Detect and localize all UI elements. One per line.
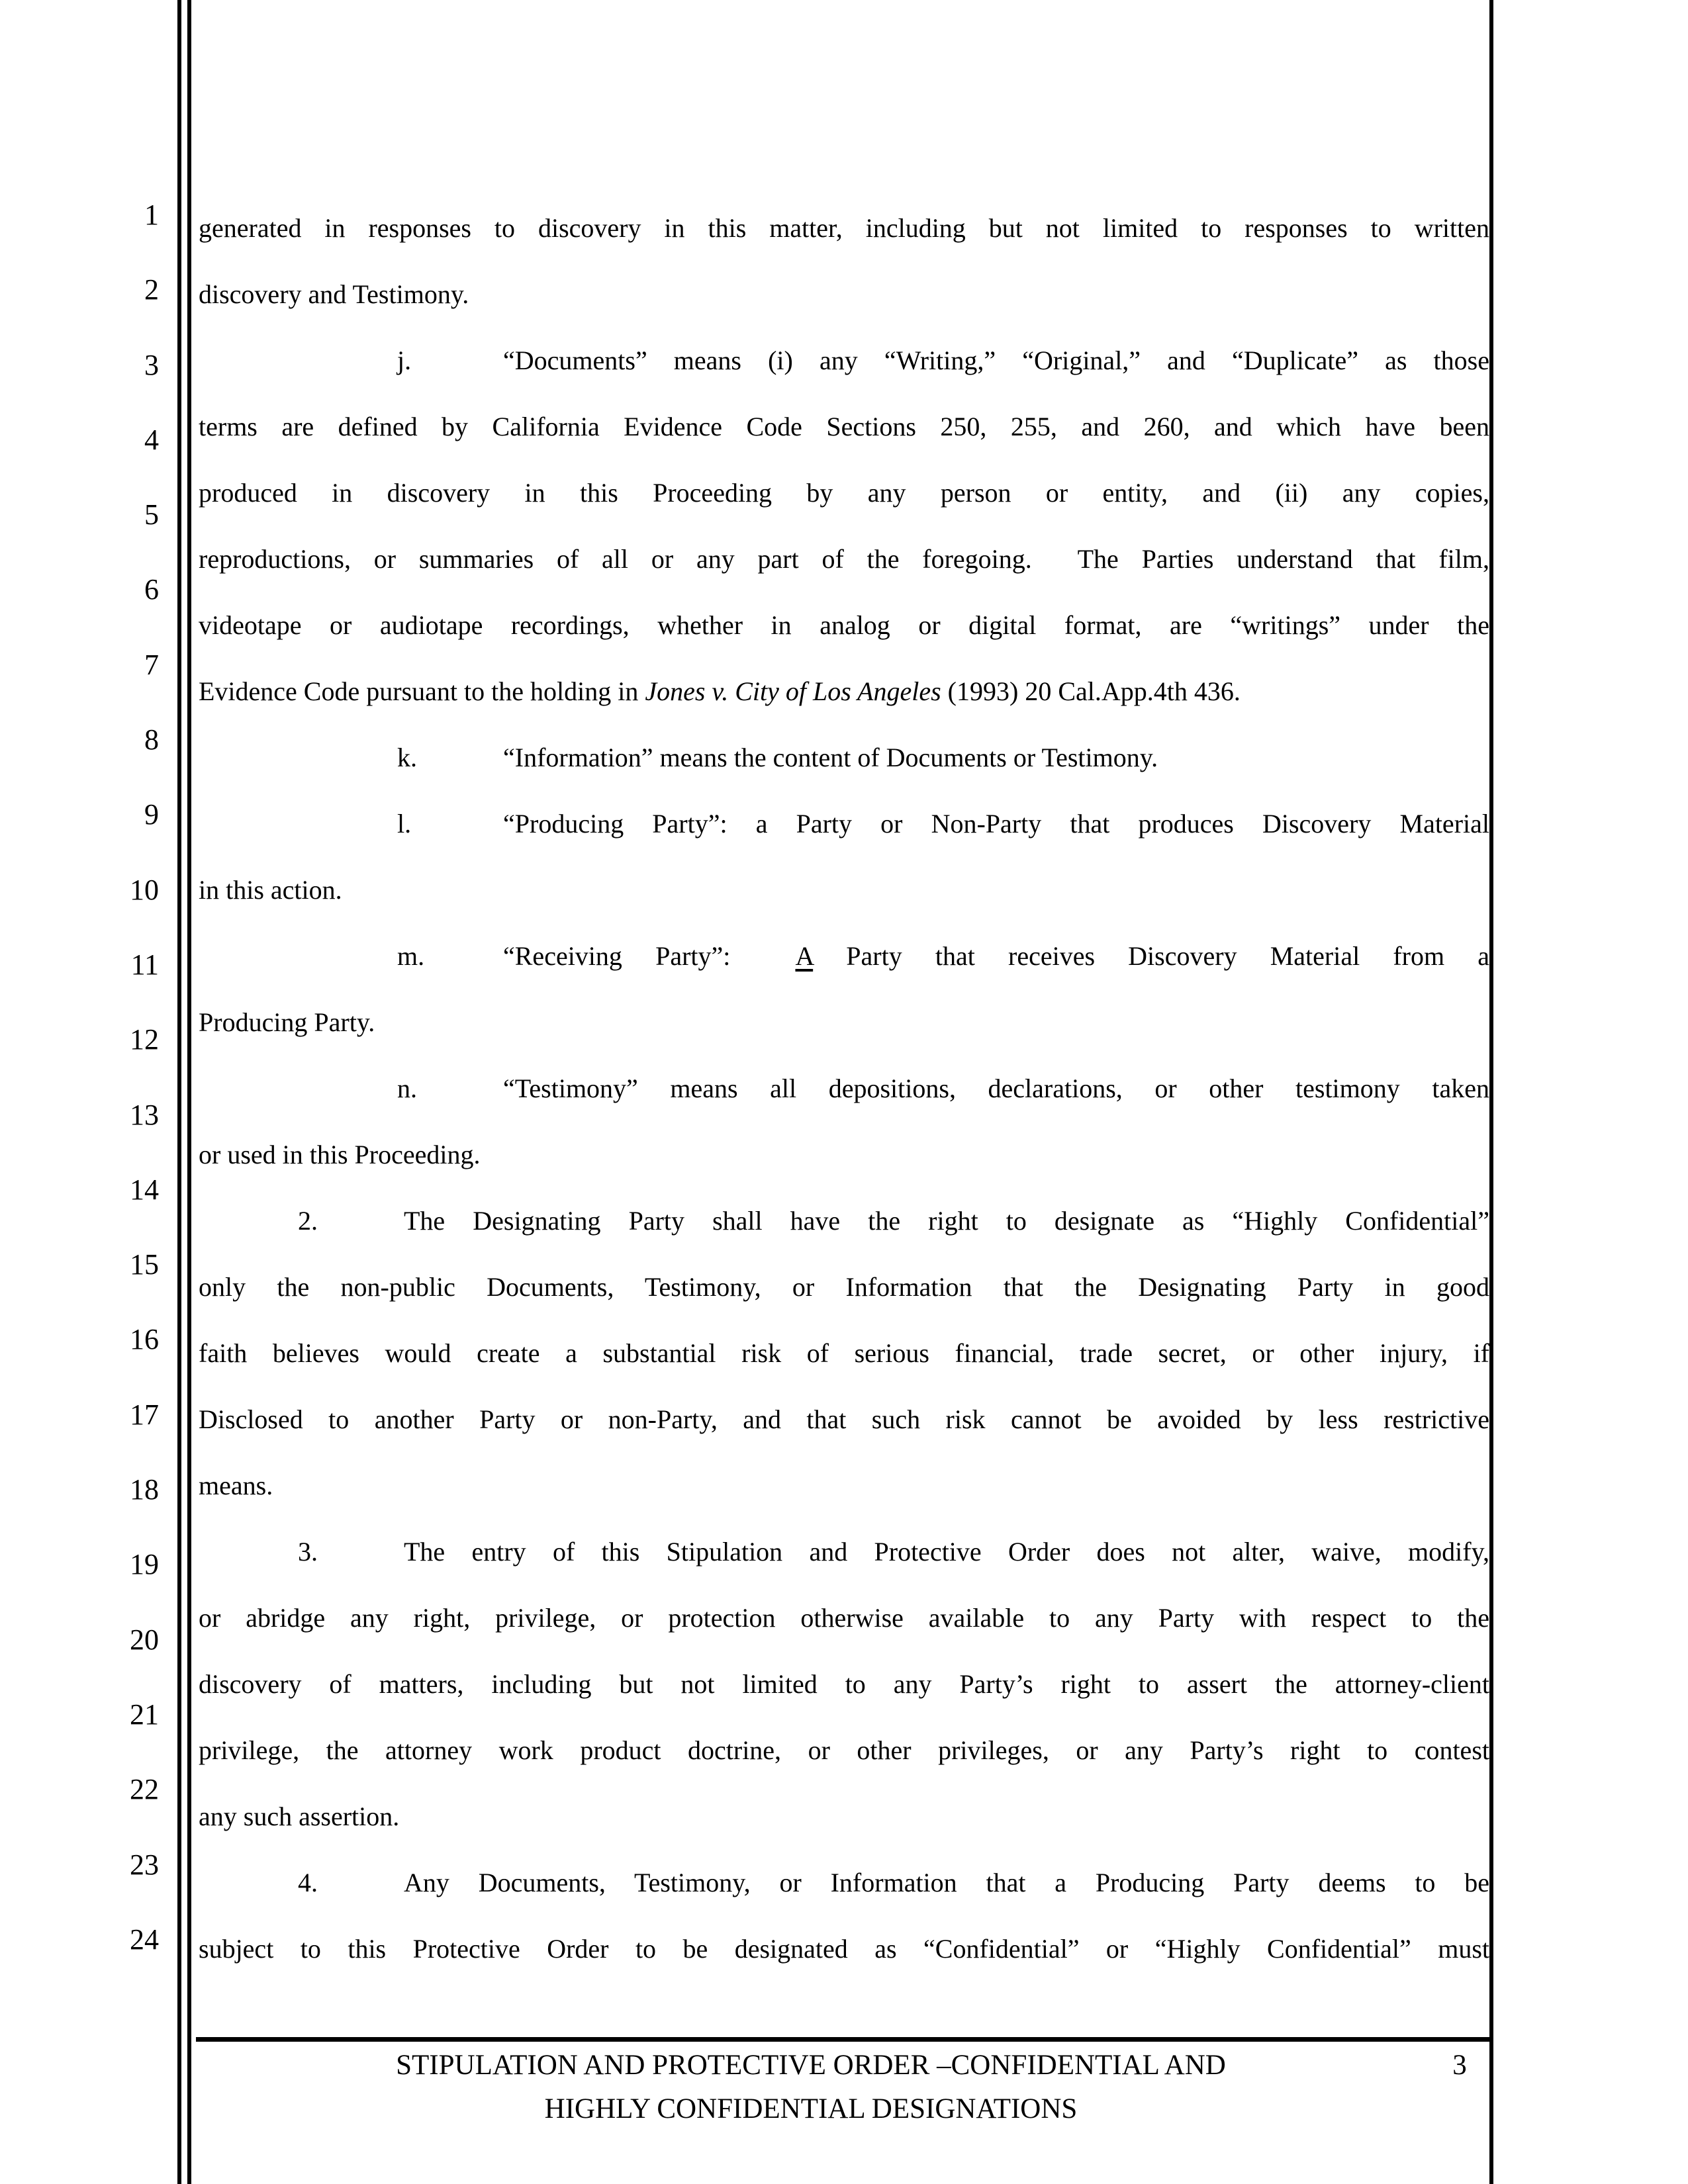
text-line bbox=[199, 1916, 1489, 1982]
footer-title-line2: HIGHLY CONFIDENTIAL DESIGNATIONS bbox=[544, 2093, 1078, 2124]
line-number: 22 bbox=[130, 1773, 159, 1806]
document-body bbox=[199, 195, 1489, 1982]
line-number-column bbox=[0, 177, 159, 1977]
line-number: 9 bbox=[144, 798, 159, 831]
item-label: n. bbox=[397, 1073, 417, 1103]
text-segment: “Information” means the content of Documents or Testimony. bbox=[503, 743, 1158, 772]
text-segment: discovery and Testimony. bbox=[199, 279, 469, 309]
right-margin-rule bbox=[1489, 0, 1493, 2184]
left-double-rule-inner bbox=[187, 0, 191, 2184]
text-segment: or used in this Proceeding. bbox=[199, 1140, 481, 1169]
underlined-text: A bbox=[795, 941, 814, 971]
text-line bbox=[199, 394, 1489, 460]
text-line bbox=[199, 526, 1489, 592]
item-label: m. bbox=[397, 941, 425, 971]
text-line bbox=[199, 1717, 1489, 1784]
text-line bbox=[199, 460, 1489, 526]
text-segment: (1993) 20 Cal.App.4th 436. bbox=[941, 676, 1241, 706]
text-segment: only the non-public Documents, Testimony, or Information that the Designating Party in good bbox=[199, 1272, 1489, 1302]
text-line bbox=[199, 1188, 1489, 1254]
text-line bbox=[199, 1056, 1489, 1122]
case-citation-italic: Jones v. City of Los Angeles bbox=[645, 676, 941, 706]
text-segment: “Producing Party”: a Party or Non-Party that produces Discovery Material bbox=[503, 809, 1489, 839]
text-line bbox=[199, 1651, 1489, 1717]
text-line bbox=[199, 328, 1489, 394]
text-segment: “Receiving Party”: bbox=[503, 941, 796, 971]
text-line bbox=[199, 1320, 1489, 1387]
line-number: 23 bbox=[130, 1848, 159, 1881]
text-line bbox=[199, 1585, 1489, 1651]
text-segment: privilege, the attorney work product doctrine, or other privileges, or any Party’s right to contest bbox=[199, 1735, 1489, 1765]
line-number: 3 bbox=[144, 348, 159, 381]
text-segment: Evidence Code pursuant to the holding in bbox=[199, 676, 645, 706]
item-label: l. bbox=[397, 809, 412, 839]
left-double-rule-outer bbox=[177, 0, 181, 2184]
line-number: 8 bbox=[144, 723, 159, 756]
line-number: 13 bbox=[130, 1098, 159, 1131]
text-segment: The Designating Party shall have the right to designate as “Highly Confidential” bbox=[404, 1206, 1489, 1236]
line-number: 21 bbox=[130, 1698, 159, 1731]
text-segment: videotape or audiotape recordings, whether in analog or digital format, are “writings” under the bbox=[199, 610, 1489, 640]
text-segment: subject to this Protective Order to be designated as “Confidential” or “Highly Confidential” must bbox=[199, 1934, 1489, 1964]
text-line bbox=[199, 923, 1489, 989]
line-number: 6 bbox=[144, 573, 159, 606]
line-number: 17 bbox=[130, 1398, 159, 1431]
text-segment: generated in responses to discovery in this matter, including but not limited to responses to written bbox=[199, 213, 1489, 243]
text-segment: or abridge any right, privilege, or protection otherwise available to any Party with respect to the bbox=[199, 1603, 1489, 1633]
text-segment: in this action. bbox=[199, 875, 342, 905]
text-segment: terms are defined by California Evidence Code Sections 250, 255, and 260, and which have been bbox=[199, 412, 1489, 441]
text-segment: Party that receives Discovery Material from a bbox=[813, 941, 1489, 971]
text-segment: produced in discovery in this Proceeding by any person or entity, and (ii) any copies, bbox=[199, 478, 1489, 508]
text-line bbox=[199, 1850, 1489, 1916]
text-line bbox=[199, 592, 1489, 659]
line-number: 20 bbox=[130, 1623, 159, 1656]
footer-separator-rule bbox=[196, 2037, 1492, 2042]
text-line bbox=[199, 989, 1489, 1056]
footer-title-line1: STIPULATION AND PROTECTIVE ORDER –CONFIDENTIAL AND bbox=[396, 2050, 1226, 2081]
item-label: j. bbox=[397, 345, 412, 375]
text-line bbox=[199, 1784, 1489, 1850]
line-number: 14 bbox=[130, 1173, 159, 1206]
item-label: 3. bbox=[298, 1537, 318, 1567]
line-number: 16 bbox=[130, 1323, 159, 1356]
line-number: 7 bbox=[144, 648, 159, 681]
text-segment: Producing Party. bbox=[199, 1007, 375, 1037]
text-segment: The entry of this Stipulation and Protective Order does not alter, waive, modify, bbox=[404, 1537, 1489, 1567]
item-label: k. bbox=[397, 743, 417, 772]
text-segment: Any Documents, Testimony, or Information that a Producing Party deems to be bbox=[404, 1868, 1489, 1897]
line-number: 19 bbox=[130, 1548, 159, 1581]
line-number: 10 bbox=[130, 873, 159, 906]
text-segment: means. bbox=[199, 1471, 273, 1500]
text-segment: any such assertion. bbox=[199, 1801, 400, 1831]
text-segment: Disclosed to another Party or non-Party, and that such risk cannot be avoided by less restrictive bbox=[199, 1404, 1489, 1434]
text-line bbox=[199, 1519, 1489, 1585]
page-number: 3 bbox=[1452, 2050, 1467, 2081]
text-segment: discovery of matters, including but not limited to any Party’s right to assert the attorney-client bbox=[199, 1669, 1489, 1699]
line-number: 5 bbox=[144, 498, 159, 531]
text-line bbox=[199, 725, 1489, 791]
text-line bbox=[199, 1453, 1489, 1519]
footer-title bbox=[199, 2044, 1423, 2131]
text-line bbox=[199, 195, 1489, 261]
text-line bbox=[199, 857, 1489, 923]
line-number: 15 bbox=[130, 1248, 159, 1281]
text-line bbox=[199, 659, 1489, 725]
line-number: 11 bbox=[130, 948, 159, 981]
text-line bbox=[199, 791, 1489, 857]
line-number: 18 bbox=[130, 1473, 159, 1506]
item-label: 4. bbox=[298, 1868, 318, 1897]
text-segment: “Documents” means (i) any “Writing,” “Original,” and “Duplicate” as those bbox=[503, 345, 1489, 375]
line-number: 2 bbox=[144, 273, 159, 306]
text-line bbox=[199, 1254, 1489, 1320]
text-segment: reproductions, or summaries of all or any part of the foregoing. The Parties understand that film, bbox=[199, 544, 1489, 574]
item-label: 2. bbox=[298, 1206, 318, 1236]
text-line bbox=[199, 1387, 1489, 1453]
line-number: 4 bbox=[144, 423, 159, 456]
line-number: 1 bbox=[144, 199, 159, 231]
text-line bbox=[199, 261, 1489, 328]
line-number: 24 bbox=[130, 1923, 159, 1956]
line-number: 12 bbox=[130, 1023, 159, 1056]
text-segment: faith believes would create a substantial risk of serious financial, trade secret, or other injury, if bbox=[199, 1338, 1489, 1368]
text-segment: “Testimony” means all depositions, declarations, or other testimony taken bbox=[503, 1073, 1489, 1103]
text-line bbox=[199, 1122, 1489, 1188]
